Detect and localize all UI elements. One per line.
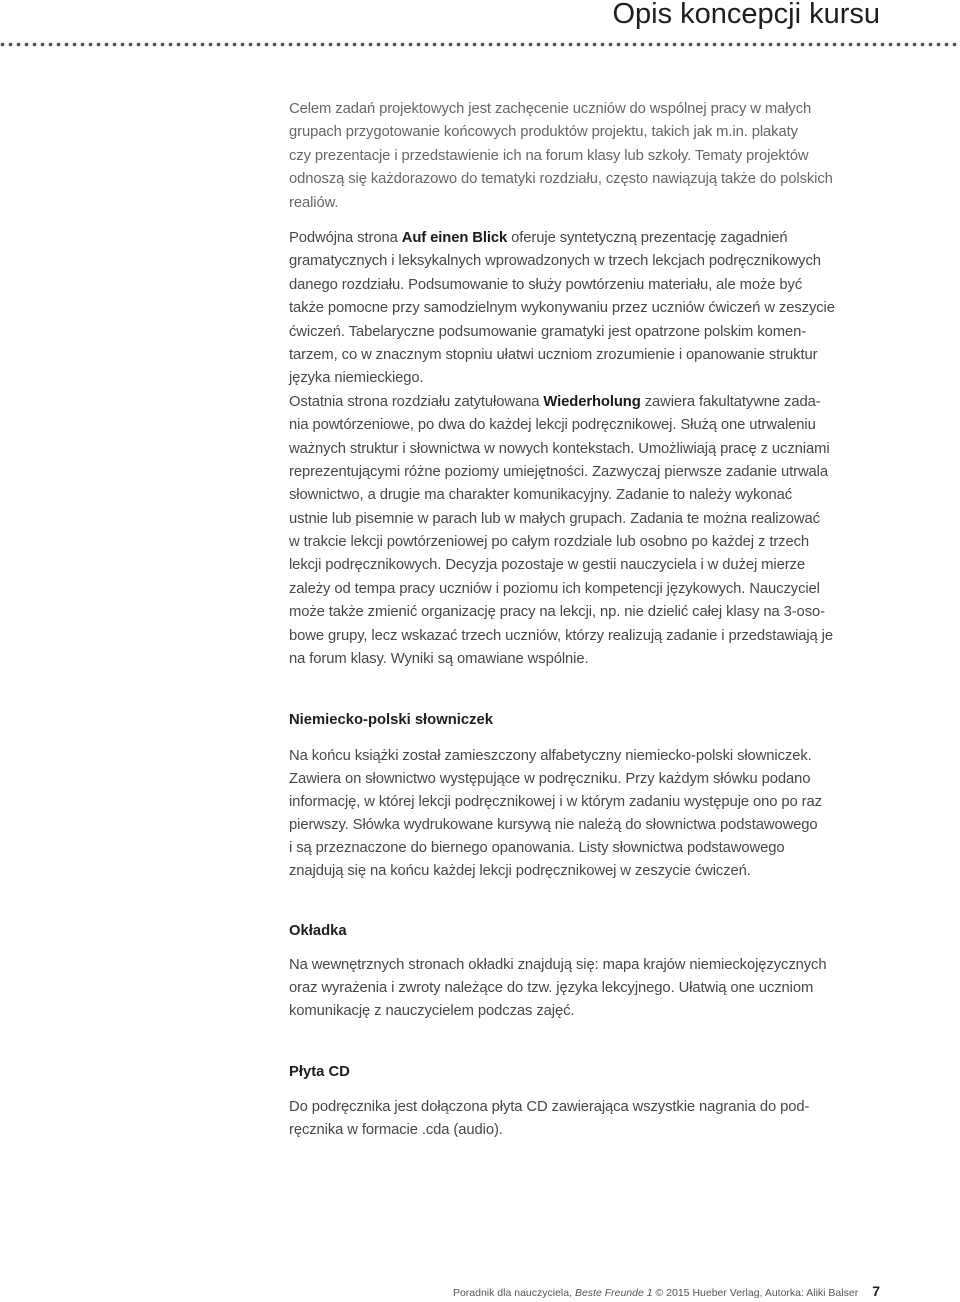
- footer-text-after: © 2015 Hueber Verlag, Autorka: Aliki Balser: [652, 1287, 859, 1299]
- text-line: gramatycznych i leksykalnych wprowadzonych w trzech lekcjach podręcznikowych: [289, 253, 821, 270]
- main-text-block: [289, 227, 899, 671]
- text-line: bowe grupy, lecz wskazać trzech uczniów, którzy realizują zadanie i przedstawiają je: [289, 627, 833, 644]
- wiederholung-paragraph: [289, 391, 899, 672]
- text-line: zależy od tempa pracy uczniów i poziomu ich kompetencji językowych. Nauczyciel: [289, 580, 820, 597]
- text-line: ręcznika w formacie .cda (audio).: [289, 1122, 503, 1138]
- section-paragraph-slowniczek: [289, 745, 899, 883]
- text-line: reprezentującymi różne poziomy umiejętności. Zazwyczaj pierwsze zadanie utrwala: [289, 463, 828, 480]
- dotted-divider: [0, 42, 960, 47]
- intro-paragraph: [289, 98, 899, 215]
- text-line: Zawiera on słownictwo występujące w podręczniku. Przy każdym słówku podano: [289, 771, 811, 787]
- text-line: na forum klasy. Wyniki są omawiane wspólnie.: [289, 651, 589, 668]
- footer-book-title: Beste Freunde 1: [574, 1287, 653, 1299]
- text-line: Celem zadań projektowych jest zachęcenie uczniów do wspólnej pracy w małych: [289, 101, 812, 117]
- text-line: także pomocne przy samodzielnym wykonywaniu przez uczniów ćwiczeń w zeszycie: [289, 300, 835, 317]
- page-title: Opis koncepcji kursu: [612, 0, 880, 30]
- section-paragraph-okladka: [289, 954, 899, 1023]
- emphasized-term: Auf einen Blick: [401, 230, 508, 246]
- section-heading-okladka: Okładka: [289, 923, 347, 939]
- auf-einen-blick-paragraph: [289, 227, 899, 391]
- text-line: języka niemieckiego.: [289, 370, 424, 387]
- text-line: Na wewnętrznych stronach okładki znajdują się: mapa krajów niemieckojęzycznych: [289, 957, 827, 973]
- text-line: znajdują się na końcu każdej lekcji podręcznikowej w zeszycie ćwiczeń.: [289, 863, 751, 879]
- footer-credits: [453, 1287, 858, 1299]
- footer-text-before: Poradnik dla nauczyciela,: [452, 1287, 575, 1299]
- text-line: grupach przygotowanie końcowych produktów projektu, takich jak m.in. plakaty: [289, 124, 798, 141]
- text-line: Na końcu książki został zamieszczony alfabetyczny niemiecko-polski słowniczek.: [289, 748, 812, 764]
- text-line: pierwszy. Słówka wydrukowane kursywą nie należą do słownictwa podstawowego: [289, 817, 818, 833]
- section-paragraph-plyta-cd: [289, 1096, 899, 1142]
- text-line: i są przeznaczone do biernego opanowania. Listy słownictwa podstawowego: [289, 840, 785, 856]
- section-heading-plyta-cd: Płyta CD: [289, 1064, 350, 1080]
- text-line: w trakcie lekcji powtórzeniowej po całym rozdziale lub osobno po każdej z trzech: [289, 534, 810, 551]
- text-line: tarzem, co w znacznym stopniu ułatwi uczniom zrozumienie i opanowanie struktur: [289, 346, 818, 363]
- text-line: informację, w której lekcji podręcznikowej i w którym zadaniu występuje ono po raz: [289, 794, 822, 810]
- text-line: Podwójna strona Auf einen Blick oferuje syntetyczną prezentację zagadnień: [289, 230, 788, 246]
- page-footer: [453, 1283, 880, 1301]
- text-line: komunikację z nauczycielem podczas zajęć.: [289, 1003, 575, 1019]
- emphasized-term: Wiederholung: [543, 393, 641, 410]
- text-line: odnoszą się każdorazowo do tematyki rozdziału, często nawiązują także do polskich: [289, 171, 833, 188]
- text-line: danego rozdziału. Podsumowanie to służy powtórzeniu materiału, ale może być: [289, 276, 803, 293]
- text-line: może także zmienić organizację pracy na lekcji, np. nie dzielić całej klasy na 3-oso-: [289, 604, 825, 621]
- text-line: ćwiczeń. Tabelaryczne podsumowanie gramatyki jest opatrzone polskim komen-: [289, 323, 807, 340]
- section-heading-slowniczek: Niemiecko-polski słowniczek: [289, 712, 493, 728]
- text-line: lekcji podręcznikowych. Decyzja pozostaje w gestii nauczyciela i w dużej mierze: [289, 557, 805, 574]
- text-line: ważnych struktur i słownictwa w nowych kontekstach. Umożliwiają pracę z uczniami: [289, 440, 830, 457]
- text-line: nia powtórzeniowe, po dwa do każdej lekcji podręcznikowej. Służą one utrwaleniu: [289, 417, 816, 434]
- text-line: ustnie lub pisemnie w parach lub w małych grupach. Zadania te można realizować: [289, 510, 820, 527]
- page-number: 7: [872, 1283, 880, 1299]
- text-line: Do podręcznika jest dołączona płyta CD zawierająca wszystkie nagrania do pod-: [289, 1099, 810, 1115]
- text-line: Ostatnia strona rozdziału zatytułowana Wiederholung zawiera fakultatywne zada-: [289, 393, 821, 410]
- text-line: słownictwo, a drugie ma charakter komunikacyjny. Zadanie to należy wykonać: [289, 487, 793, 504]
- text-line: realiów.: [289, 194, 339, 211]
- text-line: oraz wyrażenia i zwroty należące do tzw. języka lekcyjnego. Ułatwią one uczniom: [289, 980, 814, 996]
- text-line: czy prezentacje i przedstawienie ich na forum klasy lub szkoły. Tematy projektów: [289, 147, 809, 164]
